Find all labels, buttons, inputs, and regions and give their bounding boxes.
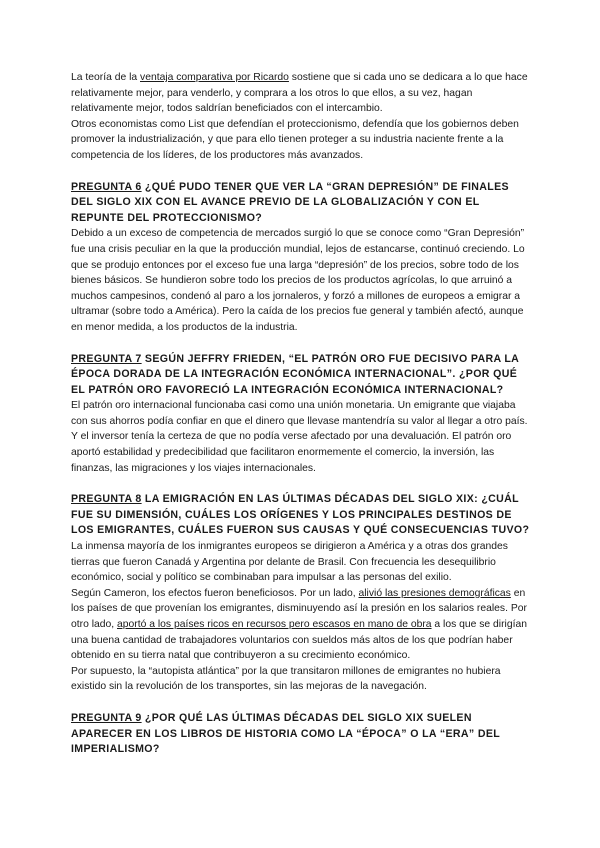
question-7-heading — [71, 352, 530, 399]
q8-underlined-demographic: alivió las presiones demográficas — [358, 587, 511, 599]
question-8-answer-p3: Por supuesto, la “autopista atlántica” por la que transitaron millones de emigrantes no hubiera existido sin la revolución de los transportes, sin las mejoras de la navegación. — [71, 665, 501, 693]
question-8-label: PREGUNTA 8 — [71, 493, 142, 506]
q8-p2-text-a: Según Cameron, los efectos fueron beneficiosos. Por un lado, — [71, 587, 359, 599]
q8-p2-text-c: a los que se dirigían una buena cantidad de trabajadores voluntarios con sueldos más altos de los que podrían haber obtenido en su tierra natal que contribuyeron a su crecimiento económico. — [71, 619, 527, 662]
question-6-answer: Debido a un exceso de competencia de mercados surgió lo que se conoce como “Gran Depresión” fue una crisis peculiar en la que la producción mundial, lejos de estancarse, continuó creciendo. Lo que se produjo entonces por el exceso fue una larga “depresión” de los precios, sobre todo de los bienes básicos. Se hundieron sobre todo los precios de los productos agrícolas, lo que arruinó a muchos campesinos, condenó al paro a los jornaleros, y forzó a millones de europeos a emigrar a ultramar (sobre todo a América). Pero la caída de los precios fue general y también afectó, aunque en menor medida, a los productos de la industria. — [71, 228, 525, 333]
question-9-title: ¿POR QUÉ LAS ÚLTIMAS DÉCADAS DEL SIGLO XIX SUELEN APARECER EN LOS LIBROS DE HISTORIA COMO LA “ÉPOCA” O LA “ERA” DEL IMPERIALISMO? — [71, 711, 500, 756]
intro-paragraph-list: Otros economistas como List que defendían el proteccionismo, defendía que los gobiernos deben promover la industrialización, y que para ello tienen proteger a su industria naciente frente a la competencia de los líderes, de los productores más avanzados. — [71, 118, 519, 161]
q8-underlined-labor: aportó a los países ricos en recursos pero escasos en mano de obra — [117, 619, 432, 630]
q8-p2-text-b: en los países de que provenían los emigrantes, disminuyendo así la presión en los salarios reales. Por otro lado, — [71, 587, 527, 630]
question-7-answer: El patrón oro internacional funcionaba casi como una unión monetaria. Un emigrante que viajaba con sus ahorros podía confiar en que el dinero que llevase mantendría su valor al llegar a otro país. Y el inversor tenía la certeza de que no podía verse afectado por una devaluación. El patrón oro aportó estabilidad y predecibilidad que facilitaron enormemente el comercio, la inversión, las finanzas, las migraciones y los viajes internacionales. — [71, 400, 528, 474]
question-8-title: LA EMIGRACIÓN EN LAS ÚLTIMAS DÉCADAS DEL SIGLO XIX: ¿CUÁL FUE SU DIMENSIÓN, CUÁLES LOS ORÍGENES Y LOS PRINCIPALES DESTINOS DE LOS EMIGRANTES, CUÁLES FUERON SUS CAUSAS Y QUÉ CONSECUENCIAS TUVO? — [71, 493, 530, 537]
ricardo-link[interactable]: ventaja comparativa por Ricardo — [140, 72, 289, 83]
question-8-answer-p1: La inmensa mayoría de los inmigrantes europeos se dirigieron a América y a otras dos grandes tierras que fueron Canadá y Argentina por delante de Brasil. Con frecuencia les desequilibrio económico, social y político se combinaban para impulsar a las personas del exilio. — [71, 541, 508, 584]
question-9-heading — [71, 711, 530, 758]
intro-paragraph-ricardo — [71, 70, 530, 117]
question-8-answer-p2 — [71, 586, 530, 664]
question-7-label: PREGUNTA 7 — [71, 352, 142, 365]
question-6-label: PREGUNTA 6 — [71, 180, 142, 193]
intro-text-b: sostiene que si cada uno se dedicara a lo que hace relativamente mejor, para venderlo, y comprara a los otros lo que ellos, a su vez, hagan relativamente mejor, todos saldrían beneficiados con el intercambio. — [71, 72, 528, 115]
question-6-title: ¿QUÉ PUDO TENER QUE VER LA “GRAN DEPRESIÓN” DE FINALES DEL SIGLO XIX CON EL AVANCE PREVIO DE LA GLOBALIZACIÓN Y CON EL REPUNTE DEL PROTECCIONISMO? — [71, 180, 509, 224]
question-6-heading — [71, 180, 530, 227]
intro-text-a: La teoría de la — [71, 72, 141, 83]
question-9-label: PREGUNTA 9 — [71, 711, 142, 724]
question-7-title: SEGÚN JEFFRY FRIEDEN, “EL PATRÓN ORO FUE DECISIVO PARA LA ÉPOCA DORADA DE LA INTEGRACIÓN ECONÓMICA INTERNACIONAL”. ¿POR QUÉ EL PATRÓN ORO FAVORECIÓ LA INTEGRACIÓN ECONÓMICA INTERNACIONAL? — [71, 352, 519, 396]
question-8-heading — [71, 492, 530, 539]
